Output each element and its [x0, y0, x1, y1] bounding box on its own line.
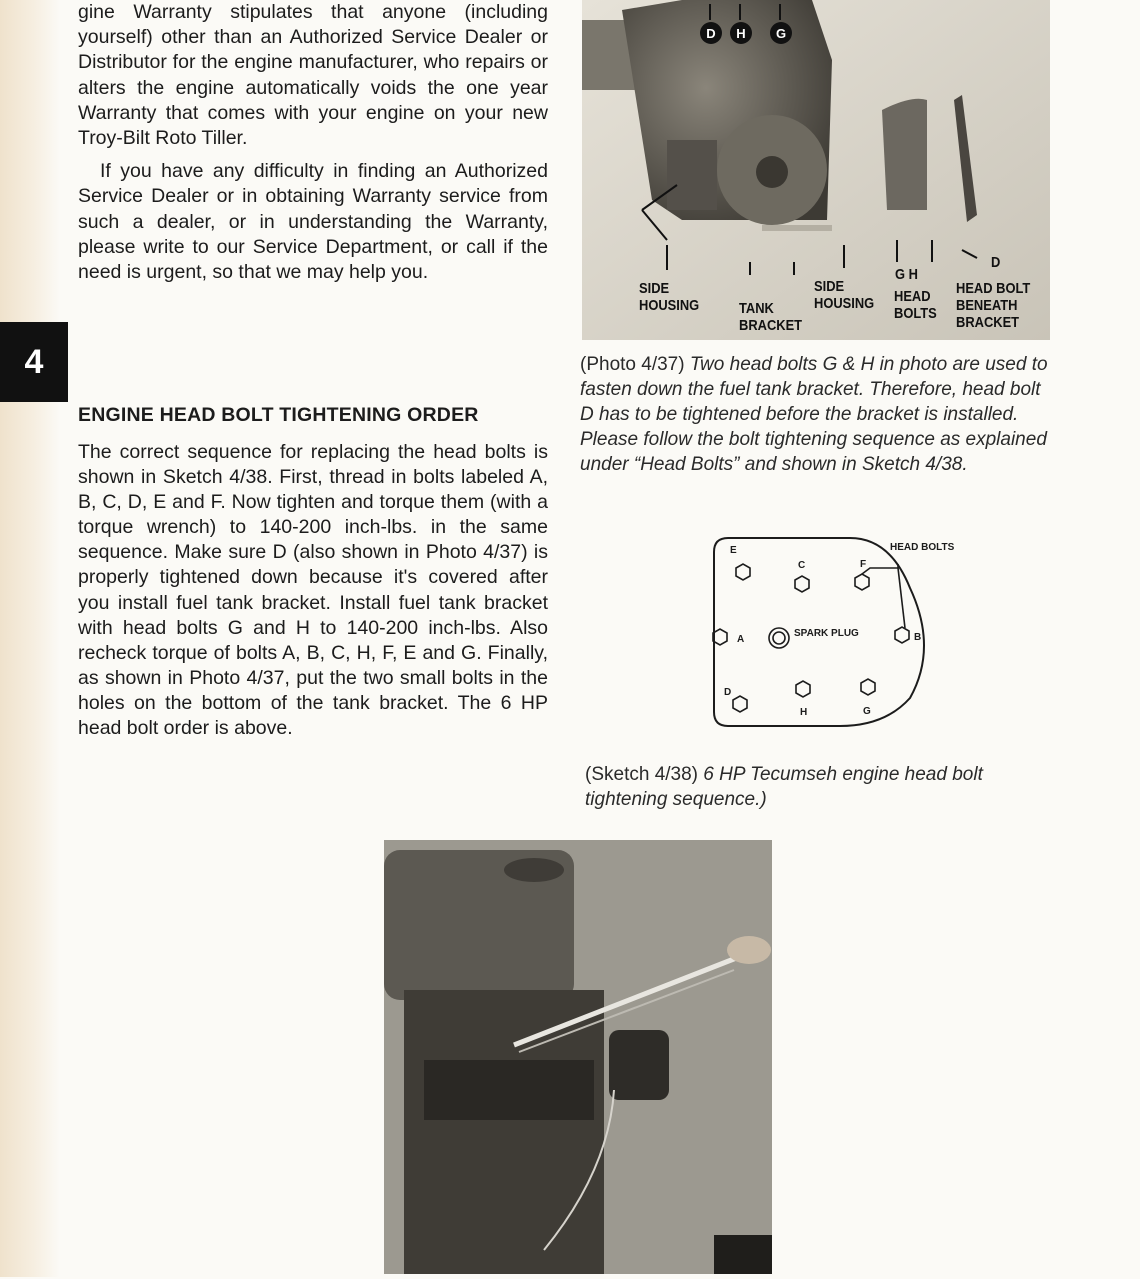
intro-paragraph-1: gine Warranty stipulates that anyone (including yourself) other than an Authorized Service Dealer or Distributor for the engine manufacturer, who repairs or alters the engine automatically voids the one year Warranty that comes with your engine on your new Troy-Bilt Roto Tiller.	[78, 1, 548, 150]
sketch-label-c: C	[798, 560, 806, 571]
intro-paragraph-2: If you have any difficulty in finding an Authorized Service Dealer or in obtaining Warranty service from such a dealer, or in understanding the Warranty, please write to our Service Department, or call if the need is urgent, so that we may help you.	[78, 160, 548, 284]
bolt-a-hex	[713, 629, 727, 645]
bolt-f-hex	[855, 574, 869, 590]
bolt-e-hex	[736, 564, 750, 580]
bolt-b-hex	[895, 627, 909, 643]
sketch-label-d: D	[724, 687, 732, 698]
sketch-label-g: G	[863, 706, 871, 717]
photo-label-g: G	[770, 22, 792, 44]
caption-sketch-prefix: (Sketch 4/38)	[585, 764, 698, 785]
sketch-label-f: F	[860, 559, 867, 570]
caption-sketch-text: 6 HP Tecumseh engine head bolt tightening sequence.)	[585, 764, 983, 810]
sketch-spark-plug-label: SPARK PLUG	[794, 628, 859, 639]
intro-text	[78, 0, 548, 285]
section-tab: 4	[0, 322, 68, 402]
sketch-label-b: B	[914, 632, 922, 643]
spark-plug-outer	[769, 628, 789, 648]
sketch-label-e: E	[730, 545, 737, 556]
sketch-head-bolts-label: HEAD BOLTS	[890, 542, 955, 553]
caption-sketch-4-38	[585, 762, 1057, 812]
label-side-housing-left: SIDE HOUSING	[639, 280, 700, 314]
label-gh: G H	[895, 266, 918, 283]
section-body: The correct sequence for replacing the head bolts is shown in Sketch 4/38. First, thread in bolts labeled A, B, C, D, E and F. Now tighten and torque them (with a torque wrench) to 140-200 inch-lbs. in the same sequence. Make sure D (also shown in Photo 4/37) is properly tightened down because it's covered after you install fuel tank bracket. Install fuel tank bracket with head bolts G and H to 140-200 inch-lbs. Also recheck torque of bolts A, B, C, H, F, E and G. Finally, as shown in Photo 4/37, put the two small bolts in the holes on the bottom of the tank bracket. The 6 HP head bolt order is above.	[78, 441, 548, 740]
bolt-c-hex	[795, 576, 809, 592]
sketch-label-h: H	[800, 707, 808, 718]
sketch-label-a: A	[737, 634, 745, 645]
bolt-h-hex	[796, 681, 810, 697]
photo-label-h: H	[730, 22, 752, 44]
photo-label-d: D	[700, 22, 722, 44]
head-bolt-diagram	[700, 528, 955, 738]
bolt-g-hex	[861, 679, 875, 695]
sketch-4-38	[700, 528, 955, 738]
photo-4-37	[582, 0, 1050, 340]
label-head-bolt-beneath: HEAD BOLT BENEATH BRACKET	[956, 280, 1031, 331]
section-heading: ENGINE HEAD BOLT TIGHTENING ORDER	[78, 404, 479, 426]
label-head-bolts: HEAD BOLTS	[894, 288, 937, 322]
engine-torque-illustration	[384, 840, 772, 1274]
page-edge	[0, 0, 60, 1277]
label-side-housing-right: SIDE HOUSING	[814, 278, 875, 312]
caption-photo-prefix: (Photo 4/37)	[580, 354, 685, 375]
caption-photo-text: Two head bolts G & H in photo are used to fasten down the fuel tank bracket. Therefore, head bolt D has to be tightened before the bracket is installed. Please follow the bolt tightening sequence as explained under “Head Bolts” and shown in Sketch 4/38.	[580, 354, 1048, 475]
torque-wrench-photo	[384, 840, 772, 1274]
label-tank-bracket: TANK BRACKET	[739, 300, 803, 334]
bolt-d-hex	[733, 696, 747, 712]
spark-plug-inner	[773, 632, 785, 644]
caption-photo-4-37	[580, 352, 1052, 477]
label-d: D	[991, 254, 1001, 271]
